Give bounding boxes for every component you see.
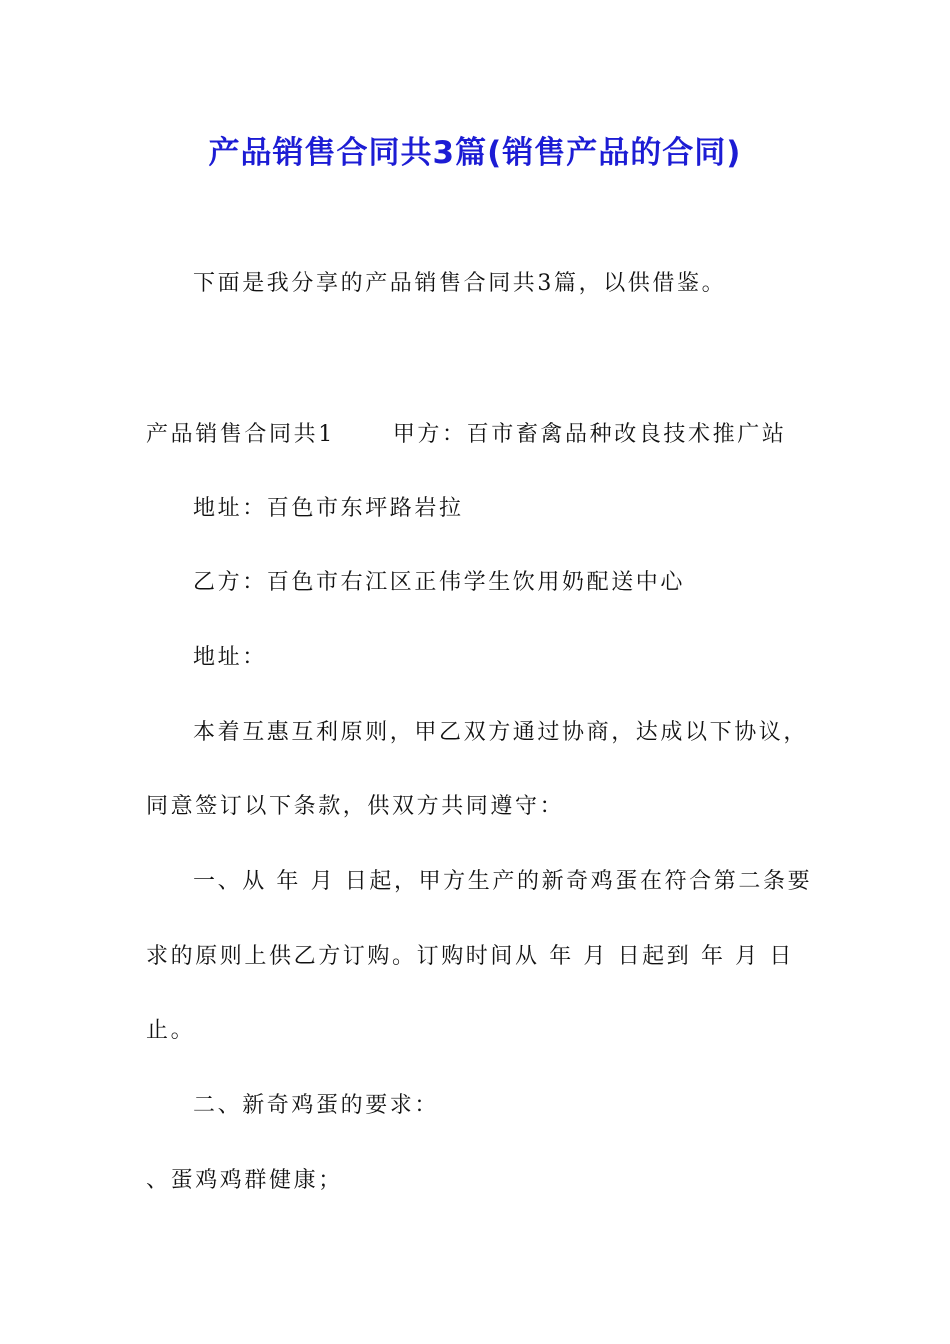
party-b-line: 乙方：百色市右江区正伟学生饮用奶配送中心 (193, 570, 686, 595)
clause-1-line-2: 求的原则上供乙方订购。订购时间从 年 月 日起到 年 月 日 (146, 944, 794, 969)
section-heading: 产品销售合同共1 (146, 422, 335, 447)
intro-paragraph: 下面是我分享的产品销售合同共3篇，以供借鉴。 (193, 271, 727, 296)
party-a-address: 地址：百色市东坪路岩拉 (193, 496, 464, 521)
section-heading-row (146, 419, 786, 451)
party-a-line: 甲方：百市畜禽品种改良技术推广站 (392, 422, 787, 447)
clause-1-line-1: 一、从 年 月 日起，甲方生产的新奇鸡蛋在符合第二条要 (193, 869, 813, 894)
clause-1-line-3: 止。 (146, 1018, 196, 1043)
party-b-address: 地址： (193, 645, 267, 670)
document-title: 产品销售合同共3篇(销售产品的合同) (208, 135, 742, 171)
clause-2-heading: 二、新奇鸡蛋的要求： (193, 1093, 440, 1118)
preamble-line-1: 本着互惠互利原则，甲乙双方通过协商，达成以下协议， (193, 720, 809, 745)
clause-2-item-1: 、蛋鸡鸡群健康； (146, 1168, 343, 1193)
preamble-line-2: 同意签订以下条款，供双方共同遵守： (146, 794, 565, 819)
